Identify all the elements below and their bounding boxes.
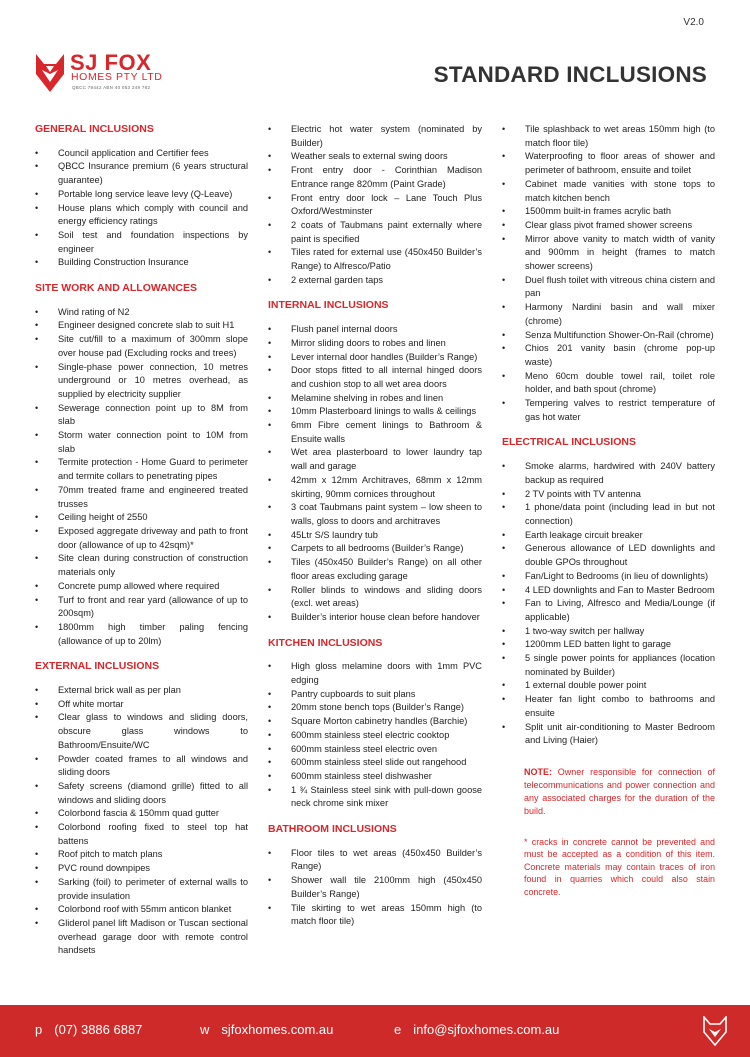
company-logo <box>34 42 184 102</box>
list-item: • Tempering valves to restrict temperature of gas hot water <box>502 397 715 424</box>
page-title: STANDARD INCLUSIONS <box>433 62 707 87</box>
list-item: • Clear glass to windows and sliding doors, obscure glass windows to Bathroom/Ensuite/WC <box>35 711 248 752</box>
phone-value: (07) 3886 6887 <box>54 1022 143 1037</box>
fox-icon-footer <box>703 1016 727 1046</box>
company-subtitle: HOMES PTY LTD <box>71 71 163 83</box>
list-item: • Flush panel internal doors <box>268 323 482 337</box>
general-list <box>35 147 248 270</box>
internal-list <box>268 323 482 624</box>
list-item: • Senza Multifunction Shower-On-Rail (chrome) <box>502 329 715 343</box>
company-licence: QBCC 79442 ABN 40 053 249 782 <box>72 85 151 90</box>
list-item: • 1 ¾ Stainless steel sink with pull-down goose neck chrome sink mixer <box>268 784 482 811</box>
list-item: • 1200mm LED batten light to garage <box>502 638 715 652</box>
list-item: • Pantry cupboards to suit plans <box>268 688 482 702</box>
bathroom-list <box>268 847 482 929</box>
list-item: • Single-phase power connection, 10 metres underground or 10 metres overhead, as supplied by electricity supplier <box>35 361 248 402</box>
list-item: • Site cut/fill to a maximum of 300mm slope over house pad (Excluding rocks and trees) <box>35 333 248 360</box>
list-item: • Storm water connection point to 10M from slab <box>35 429 248 456</box>
list-item: • 600mm stainless steel electric cooktop <box>268 729 482 743</box>
list-item: • Wet area plasterboard to lower laundry tap wall and garage <box>268 446 482 473</box>
list-item: • 1 phone/data point (including lead in but not connection) <box>502 501 715 528</box>
list-item: • Turf to front and rear yard (allowance of up to 200sqm) <box>35 594 248 621</box>
list-item: • Square Morton cabinetry handles (Barchie) <box>268 715 482 729</box>
version-label: V2.0 <box>683 17 704 28</box>
list-item: • Tiles (450x450 Builder’s Range) on all other floor areas excluding garage <box>268 556 482 583</box>
electrical-list <box>502 460 715 748</box>
list-item: • Melamine shelving in robes and linen <box>268 392 482 406</box>
list-item: • Door stops fitted to all internal hinged doors and cushion stop to all wet area doors <box>268 364 482 391</box>
list-item: • 1500mm built-in frames acrylic bath <box>502 205 715 219</box>
site-list <box>35 306 248 649</box>
owner-note <box>502 766 715 818</box>
list-item: • Soil test and foundation inspections by engineer <box>35 229 248 256</box>
list-item: • 2 coats of Taubmans paint externally where paint is specified <box>268 219 482 246</box>
kitchen-list <box>268 660 482 811</box>
list-item: • Clear glass pivot framed shower screens <box>502 219 715 233</box>
list-item: • External brick wall as per plan <box>35 684 248 698</box>
column-right <box>502 123 715 898</box>
bathroom-heading: BATHROOM INCLUSIONS <box>268 823 397 836</box>
list-item: • 20mm stone bench tops (Builder’s Range) <box>268 701 482 715</box>
general-heading: GENERAL INCLUSIONS <box>35 123 154 135</box>
internal-heading: INTERNAL INCLUSIONS <box>268 299 389 312</box>
list-item: • Builder’s interior house clean before handover <box>268 611 482 625</box>
footer-email[interactable] <box>394 1022 559 1037</box>
column-left <box>35 123 248 958</box>
list-item: • 70mm treated frame and engineered treated trusses <box>35 484 248 511</box>
list-item: • 600mm stainless steel slide out rangehood <box>268 756 482 770</box>
list-item: • Electric hot water system (nominated by Builder) <box>268 123 482 150</box>
list-item: • Cabinet made vanities with stone tops to match kitchen bench <box>502 178 715 205</box>
list-item: • Earth leakage circuit breaker <box>502 529 715 543</box>
footer-website[interactable] <box>200 1022 333 1037</box>
list-item: • Heater fan light combo to bathrooms and ensuite <box>502 693 715 720</box>
note-text: Owner responsible for connection of telecommunications and power connection and any associated charges for the duration of the build. <box>524 766 715 816</box>
cracks-note: * cracks in concrete cannot be prevented and must be accepted as a condition of this item. Concrete materials may contain traces of iron found in quarries which could also stain concrete. <box>524 836 715 897</box>
list-item: • Tile skirting to wet areas 150mm high (to match floor tile) <box>268 902 482 929</box>
list-item: • Fan/Light to Bedrooms (in lieu of downlights) <box>502 570 715 584</box>
list-item: • Tile splashback to wet areas 150mm high (to match floor tile) <box>502 123 715 150</box>
external-list-continued <box>268 123 482 287</box>
list-item: • Chios 201 vanity basin (chrome pop-up waste) <box>502 342 715 369</box>
list-item: • 1800mm high timber paling fencing (allowance of up to 20lm) <box>35 621 248 648</box>
list-item: • Mirror sliding doors to robes and linen <box>268 337 482 351</box>
list-item: • Colorbond fascia & 150mm quad gutter <box>35 807 248 821</box>
list-item: • Generous allowance of LED downlights and double GPOs throughout <box>502 542 715 569</box>
list-item: • Floor tiles to wet areas (450x450 Builder’s Range) <box>268 847 482 874</box>
external-heading: EXTERNAL INCLUSIONS <box>35 660 160 673</box>
list-item: • Off white mortar <box>35 698 248 712</box>
list-item: • Waterproofing to floor areas of shower and perimeter of bathroom, ensuite and toilet <box>502 150 715 177</box>
list-item: • 5 single power points for appliances (location nominated by Builder) <box>502 652 715 679</box>
footer-bar <box>0 1005 750 1057</box>
list-item: • Engineer designed concrete slab to suit H1 <box>35 319 248 333</box>
list-item: • 1 external double power point <box>502 679 715 693</box>
list-item: • Concrete pump allowed where required <box>35 580 248 594</box>
list-item: • Sarking (foil) to perimeter of external walls to provide insulation <box>35 876 248 903</box>
list-item: • House plans which comply with council and energy efficiency ratings <box>35 202 248 229</box>
list-item: • Site clean during construction of construction materials only <box>35 552 248 579</box>
list-item: • Sewerage connection point up to 8M from slab <box>35 402 248 429</box>
list-item: • Exposed aggregate driveway and path to front door (allowance of up to 42sqm)* <box>35 525 248 552</box>
list-item: • Smoke alarms, hardwired with 240V battery backup as required <box>502 460 715 487</box>
kitchen-heading: KITCHEN INCLUSIONS <box>268 636 383 649</box>
list-item: • Duel flush toilet with vitreous china cistern and pan <box>502 274 715 301</box>
web-key: w <box>200 1022 210 1037</box>
list-item: • Front entry door lock – Lane Touch Plus Oxford/Westminster <box>268 192 482 219</box>
list-item: • 2 external garden taps <box>268 274 482 288</box>
list-item: • Building Construction Insurance <box>35 256 248 270</box>
list-item: • Colorbond roofing fixed to steel top hat battens <box>35 821 248 848</box>
column-middle <box>268 123 482 929</box>
list-item: • Portable long service leave levy (Q-Leave) <box>35 188 248 202</box>
web-value: sjfoxhomes.com.au <box>221 1022 334 1037</box>
list-item: • 10mm Plasterboard linings to walls & ceilings <box>268 405 482 419</box>
email-key: e <box>394 1022 402 1037</box>
list-item: • Split unit air-conditioning to Master Bedroom and Living (Haier) <box>502 721 715 748</box>
list-item: • High gloss melamine doors with 1mm PVC edging <box>268 660 482 687</box>
list-item: • Gliderol panel lift Madison or Tuscan sectional overhead garage door with remote control handsets <box>35 917 248 958</box>
list-item: • Lever internal door handles (Builder’s Range) <box>268 351 482 365</box>
list-item: • 600mm stainless steel dishwasher <box>268 770 482 784</box>
company-name: SJ FOX <box>70 50 152 75</box>
list-item: • 3 coat Taubmans paint system – low sheen to walls, gloss to doors and architraves <box>268 501 482 528</box>
list-item: • Carpets to all bedrooms (Builder’s Range) <box>268 542 482 556</box>
list-item: • 2 TV points with TV antenna <box>502 488 715 502</box>
list-item: • Front entry door - Corinthian Madison Entrance range 820mm (Paint Grade) <box>268 164 482 191</box>
list-item: • PVC round downpipes <box>35 862 248 876</box>
list-item: • 6mm Fibre cement linings to Bathroom & Ensuite walls <box>268 419 482 446</box>
list-item: • Wind rating of N2 <box>35 306 248 320</box>
list-item: • 600mm stainless steel electric oven <box>268 743 482 757</box>
list-item: • Colorbond roof with 55mm anticon blanket <box>35 903 248 917</box>
list-item: • Roof pitch to match plans <box>35 848 248 862</box>
list-item: • 45Ltr S/S laundry tub <box>268 529 482 543</box>
electrical-heading: ELECTRICAL INCLUSIONS <box>502 436 636 449</box>
fox-icon <box>34 52 66 94</box>
list-item: • QBCC Insurance premium (6 years structural guarantee) <box>35 160 248 187</box>
list-item: • Meno 60cm double towel rail, toilet role holder, and bath spout (chrome) <box>502 370 715 397</box>
list-item: • Tiles rated for external use (450x450 Builder’s Range) to Alfresco/Patio <box>268 246 482 273</box>
list-item: • Roller blinds to windows and sliding doors (excl. wet areas) <box>268 584 482 611</box>
external-list <box>35 684 248 958</box>
list-item: • Shower wall tile 2100mm high (450x450 Builder’s Range) <box>268 874 482 901</box>
email-value: info@sjfoxhomes.com.au <box>413 1022 560 1037</box>
phone-key: p <box>35 1022 43 1037</box>
bathroom-list-continued <box>502 123 715 424</box>
list-item: • Safety screens (diamond grille) fitted to all windows and sliding doors <box>35 780 248 807</box>
list-item: • Weather seals to external swing doors <box>268 150 482 164</box>
list-item: • Council application and Certifier fees <box>35 147 248 161</box>
list-item: • Fan to Living, Alfresco and Media/Lounge (if applicable) <box>502 597 715 624</box>
site-heading: SITE WORK AND ALLOWANCES <box>35 282 197 295</box>
list-item: • 4 LED downlights and Fan to Master Bedroom <box>502 584 715 598</box>
footer-phone[interactable] <box>35 1022 142 1037</box>
list-item: • 42mm x 12mm Architraves, 68mm x 12mm skirting, 90mm cornices throughout <box>268 474 482 501</box>
list-item: • Powder coated frames to all windows and sliding doors <box>35 753 248 780</box>
list-item: • Ceiling height of 2550 <box>35 511 248 525</box>
list-item: • Termite protection - Home Guard to perimeter and termite collars to penetrating pipes <box>35 456 248 483</box>
note-label: NOTE: <box>524 766 552 777</box>
list-item: • Harmony Nardini basin and wall mixer (chrome) <box>502 301 715 328</box>
list-item: • Mirror above vanity to match width of vanity and 900mm in height (frames to match shower screens) <box>502 233 715 274</box>
list-item: • 1 two-way switch per hallway <box>502 625 715 639</box>
